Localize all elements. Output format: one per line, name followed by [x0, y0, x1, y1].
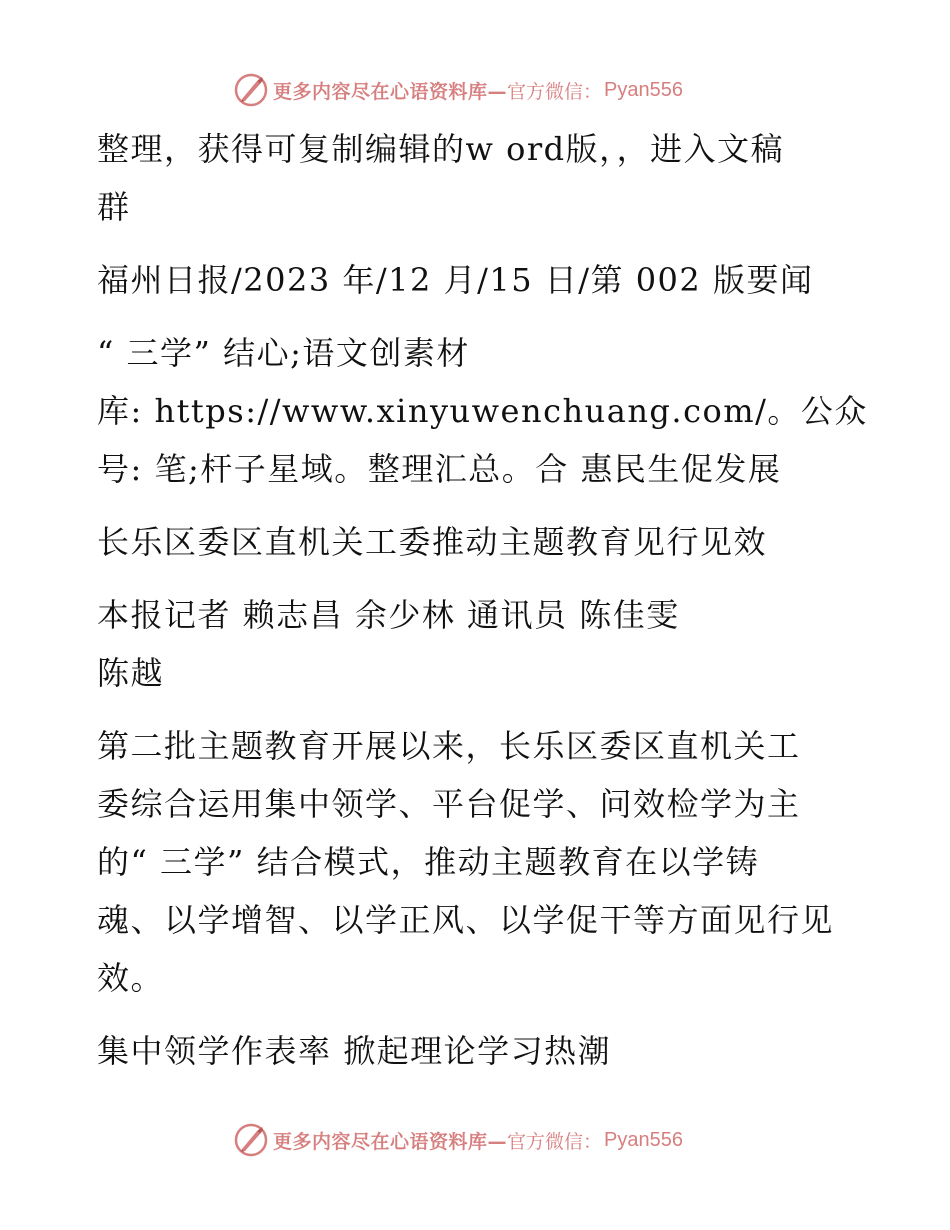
text-line: 效。: [97, 959, 165, 997]
footer-watermark-banner: [233, 1120, 753, 1160]
wechat-id: Pyan556: [604, 1128, 683, 1151]
text-line: 陈越: [97, 654, 165, 692]
wechat-label: 官方微信：: [507, 80, 603, 103]
text-line: 魂、以学增智、以学正风、以学促干等方面见行见: [97, 901, 835, 939]
wechat-label: 官方微信：: [507, 1130, 603, 1153]
watermark-text: 更多内容尽在心语资料库—: [273, 80, 508, 103]
text-line: 号: 笔;杆子星域。整理汇总。合 惠民生促发展: [97, 450, 782, 488]
paragraph-section-heading: [97, 1022, 857, 1080]
text-line: 委综合运用集中领学、平台促学、问效检学为主: [97, 785, 801, 823]
header-watermark-banner: [233, 70, 753, 110]
paragraph-title: [97, 324, 868, 498]
quill-pen-icon: [233, 72, 269, 108]
document-body: [97, 120, 868, 1095]
text-line: 群: [97, 188, 131, 226]
paragraph-intro: [97, 120, 857, 236]
text-line: “ 三学” 结心;语文创素材: [97, 334, 470, 372]
text-line: 福州日报/2023 年/12 月/15 日/第 002 版要闻: [97, 261, 814, 299]
wechat-id: Pyan556: [604, 78, 683, 101]
paragraph-subtitle: [97, 513, 857, 571]
paragraph-source: [97, 251, 857, 309]
text-line: 本报记者 赖志昌 余少林 通讯员 陈佳雯: [97, 596, 680, 634]
quill-pen-icon: [233, 1122, 269, 1158]
text-line: 长乐区委区直机关工委推动主题教育见行见效: [97, 523, 768, 561]
text-line: 库: https://www.xinyuwenchuang.com/。公众: [97, 392, 868, 430]
text-line: 的“ 三学” 结合模式，推动主题教育在以学铸: [97, 843, 760, 881]
text-line: 整理，获得可复制编辑的w ord版，，进入文稿: [97, 130, 785, 168]
paragraph-byline: [97, 586, 857, 702]
text-line: 第二批主题教育开展以来，长乐区委区直机关工: [97, 727, 801, 765]
paragraph-body: [97, 717, 857, 1007]
watermark-text: 更多内容尽在心语资料库—: [273, 1130, 508, 1153]
text-line: 集中领学作表率 掀起理论学习热潮: [97, 1032, 612, 1070]
